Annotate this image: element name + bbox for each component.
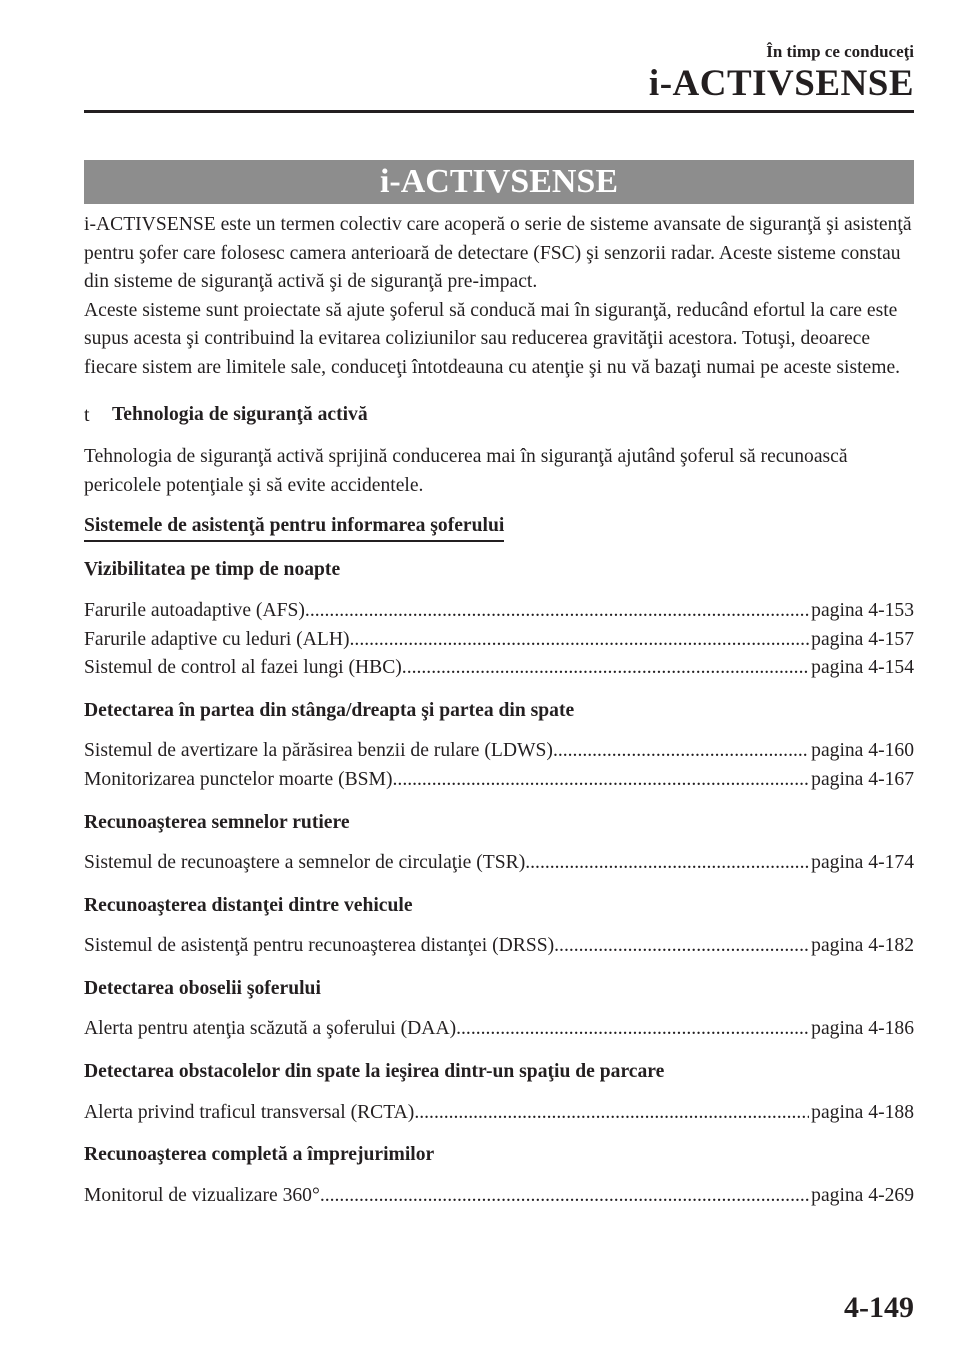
- group-title: Recunoaşterea distanţei dintre vehicule: [84, 894, 413, 916]
- group-title: Detectarea oboselii şoferului: [84, 977, 321, 999]
- section-heading-text: Tehnologia de siguranţă activă: [112, 403, 368, 425]
- page-number: 4-149: [844, 1291, 914, 1324]
- entry-label: Sistemul de control al fazei lungi (HBC): [84, 657, 402, 679]
- toc-group: [84, 556, 914, 682]
- toc-entry[interactable]: [84, 597, 914, 626]
- entry-list: [84, 737, 914, 794]
- entry-page-ref[interactable]: pagina 4-269: [811, 1184, 914, 1206]
- toc-group: [84, 1141, 914, 1210]
- subheading: Sistemele de asistenţă pentru informarea şoferului: [84, 514, 504, 542]
- entry-label: Sistemul de recunoaştere a semnelor de circulaţie (TSR): [84, 852, 526, 874]
- section-banner: i-ACTIVSENSE: [84, 160, 914, 204]
- entry-page-ref[interactable]: pagina 4-160: [811, 740, 914, 762]
- dot-leader: [350, 626, 810, 655]
- entry-label: Monitorizarea punctelor moarte (BSM): [84, 768, 393, 790]
- entry-page-ref[interactable]: pagina 4-153: [811, 599, 914, 621]
- entry-list: [84, 597, 914, 683]
- header-subtitle: În timp ce conduceţi: [766, 42, 914, 61]
- entry-page-ref[interactable]: pagina 4-167: [811, 768, 914, 790]
- section-body: [84, 443, 914, 500]
- entry-list: [84, 1015, 914, 1044]
- section-heading: [84, 401, 914, 430]
- toc-group: [84, 809, 914, 878]
- entry-label: Alerta pentru atenţia scăzută a şoferului (DAA): [84, 1018, 457, 1040]
- entry-label: Alerta privind traficul transversal (RCTA): [84, 1101, 415, 1123]
- dot-leader: [320, 1182, 809, 1211]
- toc-entry[interactable]: [84, 1099, 914, 1128]
- toc-entry[interactable]: [84, 932, 914, 961]
- entry-list: [84, 849, 914, 878]
- toc-group: [84, 975, 914, 1044]
- entry-label: Monitorul de vizualizare 360°: [84, 1184, 320, 1206]
- entry-list: [84, 1099, 914, 1128]
- intro-paragraph: i-ACTIVSENSE este un termen colectiv care acoperă o serie de sisteme avansate de siguranţă şi asistenţă pentru şofer care folosesc camera anterioară de detectare (FSC) şi senzorii radar. Aceste sisteme constau din sisteme de siguranţă activă şi de siguranţă pre-impact.: [84, 214, 912, 293]
- entry-list: [84, 932, 914, 961]
- header-divider: [84, 110, 914, 113]
- toc-entry[interactable]: [84, 654, 914, 683]
- entry-page-ref[interactable]: pagina 4-174: [811, 852, 914, 874]
- toc-group: [84, 1058, 914, 1127]
- toc-entry[interactable]: [84, 1015, 914, 1044]
- toc-entry[interactable]: [84, 626, 914, 655]
- entry-label: Sistemul de avertizare la părăsirea benzii de rulare (LDWS): [84, 740, 553, 762]
- entry-page-ref[interactable]: pagina 4-186: [811, 1018, 914, 1040]
- intro-text: [84, 211, 914, 383]
- group-title: Recunoaşterea completă a împrejurimilor: [84, 1144, 435, 1166]
- toc-entry[interactable]: [84, 1182, 914, 1211]
- bullet-icon: t: [84, 403, 90, 426]
- toc-entry[interactable]: [84, 737, 914, 766]
- section-body-text: Tehnologia de siguranţă activă sprijină conducerea mai în siguranţă ajutând şoferul să recunoască pericolele potenţiale şi să evite accidentele.: [84, 446, 848, 496]
- dot-leader: [402, 654, 809, 683]
- intro-paragraph: Aceste sisteme sunt proiectate să ajute şoferul să conducă mai în siguranţă, reducând efortul la care este supus acesta şi contribuind la evitarea coliziunilor sau reducerea gravităţii acestora. Totuşi, deoarece fiecare sistem are limitele sale, conduceţi întotdeauna cu atenţie şi nu vă bazaţi numai pe aceste sisteme.: [84, 299, 901, 378]
- dot-leader: [414, 1099, 809, 1128]
- header-title: i-ACTIVSENSE: [648, 63, 914, 104]
- entry-label: Farurile adaptive cu leduri (ALH): [84, 628, 350, 650]
- entry-page-ref[interactable]: pagina 4-182: [811, 935, 914, 957]
- toc-groups: [84, 556, 914, 1210]
- entry-page-ref[interactable]: pagina 4-157: [811, 628, 914, 650]
- group-title: Recunoaşterea semnelor rutiere: [84, 811, 350, 833]
- entry-label: Farurile autoadaptive (AFS): [84, 599, 305, 621]
- group-title: Vizibilitatea pe timp de noapte: [84, 559, 341, 581]
- entry-page-ref[interactable]: pagina 4-188: [811, 1101, 914, 1123]
- group-title: Detectarea în partea din stânga/dreapta şi partea din spate: [84, 699, 575, 721]
- dot-leader: [553, 737, 809, 766]
- entry-page-ref[interactable]: pagina 4-154: [811, 657, 914, 679]
- dot-leader: [456, 1015, 809, 1044]
- toc-group: [84, 892, 914, 961]
- main-content: [84, 211, 914, 1210]
- dot-leader: [393, 766, 810, 795]
- toc-group: [84, 697, 914, 795]
- dot-leader: [525, 849, 809, 878]
- toc-entry[interactable]: [84, 766, 914, 795]
- entry-list: [84, 1182, 914, 1211]
- group-title: Detectarea obstacolelor din spate la ieşirea dintr-un spaţiu de parcare: [84, 1061, 665, 1083]
- toc-entry[interactable]: [84, 849, 914, 878]
- dot-leader: [554, 932, 809, 961]
- entry-label: Sistemul de asistenţă pentru recunoaşterea distanţei (DRSS): [84, 935, 555, 957]
- dot-leader: [305, 597, 809, 626]
